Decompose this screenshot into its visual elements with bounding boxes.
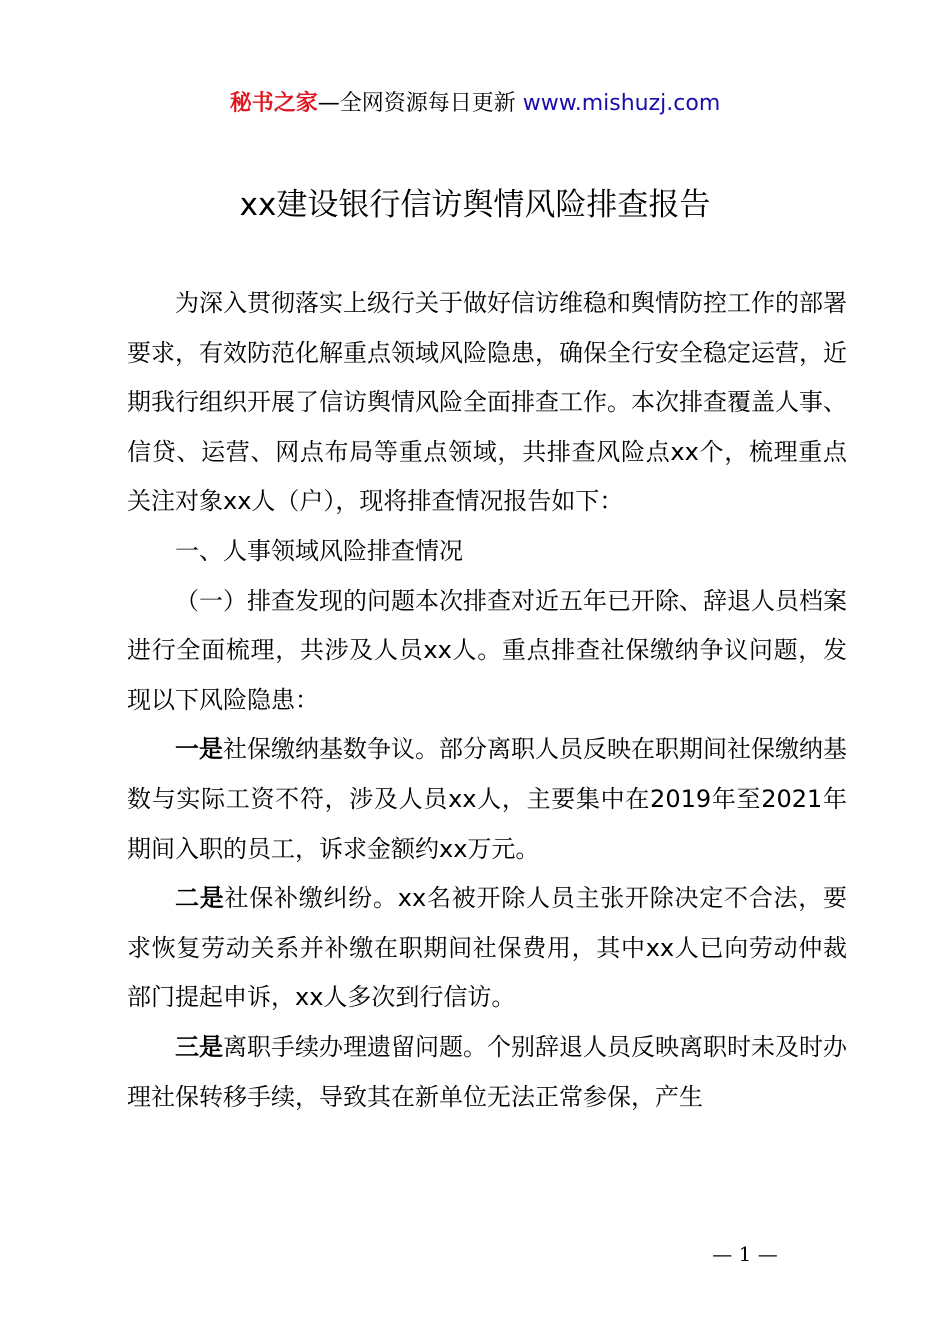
document-title: xx建设银行信访舆情风险排查报告 <box>239 187 711 223</box>
item-1-text: 社保缴纳基数争议。部分离职人员反映在职期间社保缴纳基数与实际工资不符，涉及人员xx人，主要集中在2019年至2021年期间入职的员工，诉求金额约xx万元。 <box>127 735 847 863</box>
subsection-paragraph: （一）排查发现的问题本次排查对近五年已开除、辞退人员档案进行全面梳理，共涉及人员xx人。重点排查社保缴纳争议问题，发现以下风险隐患： <box>127 586 847 714</box>
list-item-1 <box>127 725 847 874</box>
site-url-link[interactable]: www.mishuzj.com <box>522 91 721 116</box>
section-heading: 一、人事领域风险排查情况 <box>175 536 463 565</box>
item-3-text: 离职手续办理遗留问题。个别辞退人员反映离职时未及时办理社保转移手续，导致其在新单位无法正常参保，产生 <box>127 1032 847 1111</box>
intro-paragraph: 为深入贯彻落实上级行关于做好信访维稳和舆情防控工作的部署要求，有效防范化解重点领域风险隐患，确保全行安全稳定运营，近期我行组织开展了信访舆情风险全面排查工作。本次排查覆盖人事、信贷、运营、网点布局等重点领域，共排查风险点xx个，梳理重点关注对象xx人（户），现将排查情况报告如下： <box>127 289 847 516</box>
list-item-3 <box>127 1023 847 1122</box>
document-body <box>127 279 847 1122</box>
site-header <box>0 88 950 120</box>
item-2-lead: 二是 <box>175 884 225 913</box>
item-3-lead: 三是 <box>175 1032 223 1061</box>
header-slogan: —全网资源每日更新 <box>317 91 523 116</box>
list-item-2 <box>127 874 847 1023</box>
page-number: — 1 — <box>712 1242 778 1266</box>
item-1-lead: 一是 <box>175 735 223 764</box>
brand-name: 秘书之家 <box>229 91 318 116</box>
item-2-text: 社保补缴纠纷。xx名被开除人员主张开除决定不合法，要求恢复劳动关系并补缴在职期间社保费用，其中xx人已向劳动仲裁部门提起申诉，xx人多次到行信访。 <box>127 884 848 1012</box>
